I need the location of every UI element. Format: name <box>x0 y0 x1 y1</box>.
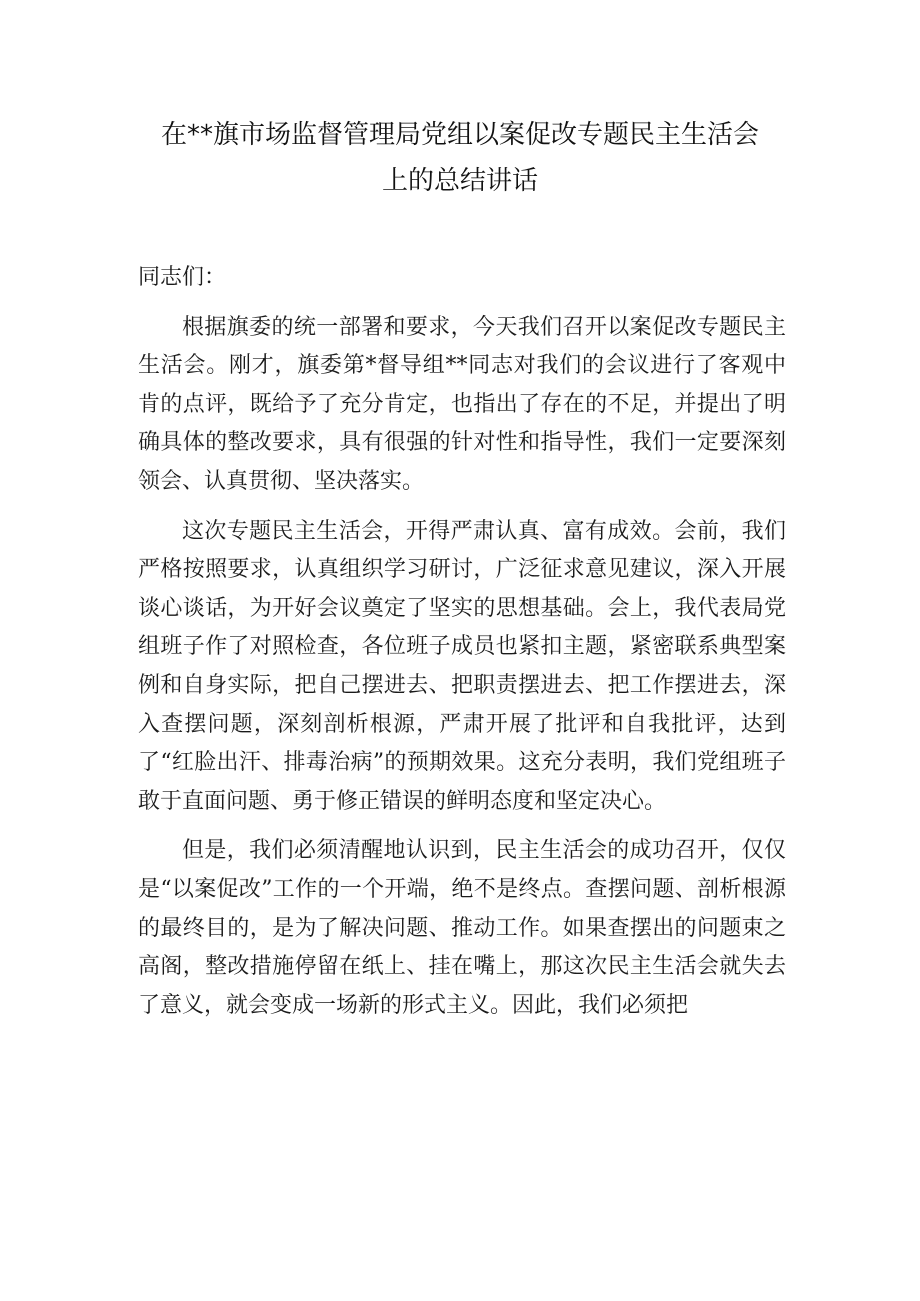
document-body <box>138 259 786 1036</box>
title-line-1: 在**旗市场监督管理局党组以案促改专题民主生活会 <box>160 120 759 150</box>
salutation: 同志们： <box>138 265 227 290</box>
title-line-2: 上的总结讲话 <box>381 166 538 196</box>
document-title <box>120 112 800 204</box>
paragraph-2: 这次专题民主生活会，开得严肃认真、富有成效。会前，我们严格按照要求，认真组织学习研讨，广泛征求意见建议，深入开展谈心谈话，为开好会议奠定了坚实的思想基础。会上，我代表局党组班子作了对照检查，各位班子成员也紧扣主题，紧密联系典型案例和自身实际，把自己摆进去、把职责摆进去、把工作摆进去，深入查摆问题，深刻剖析根源，严肃开展了批评和自我批评，达到了“红脸出汗、排毒治病”的预期效果。这充分表明，我们党组班子敢于直面问题、勇于修正错误的鲜明态度和坚定决心。 <box>138 518 786 814</box>
paragraph-1: 根据旗委的统一部署和要求，今天我们召开以案促改专题民主生活会。刚才，旗委第*督导组**同志对我们的会议进行了客观中肯的点评，既给予了充分肯定，也指出了存在的不足，并提出了明确具体的整改要求，具有很强的针对性和指导性，我们一定要深刻领会、认真贯彻、坚决落实。 <box>138 314 786 494</box>
paragraph-3: 但是，我们必须清醒地认识到，民主生活会的成功召开，仅仅是“以案促改”工作的一个开端，绝不是终点。查摆问题、剖析根源的最终目的，是为了解决问题、推动工作。如果查摆出的问题束之高阁，整改措施停留在纸上、挂在嘴上，那这次民主生活会就失去了意义，就会变成一场新的形式主义。因此，我们必须把 <box>138 838 786 1018</box>
